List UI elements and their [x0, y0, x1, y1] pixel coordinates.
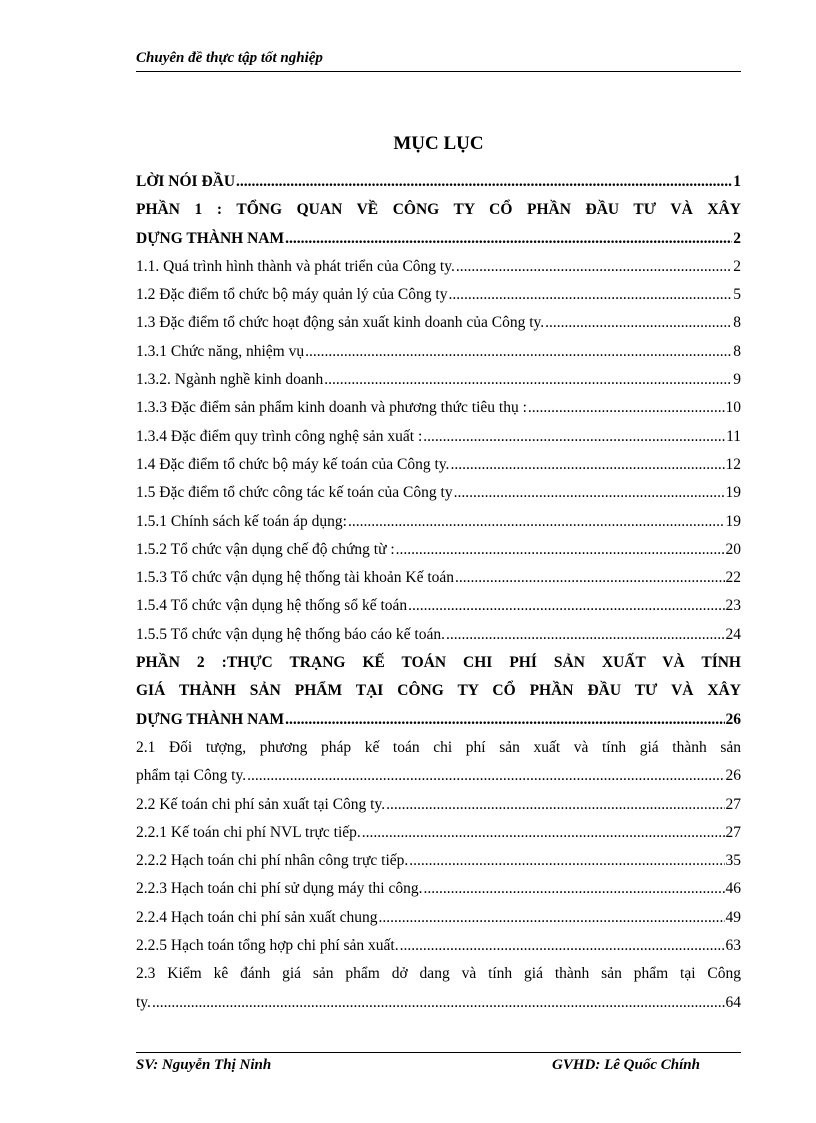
toc-entry-page: 27 — [725, 823, 741, 841]
toc-entry-text: 2.2.3 Hạch toán chi phí sử dụng máy thi công. — [136, 880, 423, 898]
toc-heading: MỤC LỤC — [393, 133, 484, 154]
toc-entry[interactable] — [136, 281, 741, 309]
toc-entry[interactable] — [136, 451, 741, 479]
toc-entry[interactable] — [136, 366, 741, 394]
toc-entry[interactable] — [136, 253, 741, 281]
toc-entry-page: 22 — [725, 569, 741, 587]
toc-entry-page: 9 — [733, 371, 741, 389]
toc-entry[interactable] — [136, 847, 741, 875]
toc-leader — [152, 989, 725, 1017]
toc-leader — [545, 309, 732, 337]
toc-entry-text: 1.3 Đặc điểm tổ chức hoạt động sản xuất kinh doanh của Công ty. — [136, 314, 545, 332]
toc-entry-text: 2.2.2 Hạch toán chi phí nhân công trực tiếp. — [136, 852, 409, 870]
toc-entry-page: 11 — [726, 427, 741, 445]
toc-entry-page: 12 — [725, 455, 741, 473]
toc-entry-page: 8 — [733, 342, 741, 360]
toc-entry[interactable] — [136, 621, 741, 649]
toc-entry-text: phẩm tại Công ty. — [136, 767, 247, 785]
toc-leader — [424, 875, 725, 903]
toc-leader — [455, 564, 724, 592]
toc-entry-text: 1.5.3 Tổ chức vận dụng hệ thống tài khoản Kế toán — [136, 569, 455, 587]
toc-entry-page: 5 — [733, 286, 741, 304]
toc-leader — [456, 253, 732, 281]
toc-entry-2-1-line1[interactable]: 2.1 Đối tượng, phương pháp kế toán chi phí sản xuất và tính giá thành sản — [136, 738, 741, 756]
toc-entry-text: 1.5.4 Tổ chức vận dụng hệ thống sổ kế toán — [136, 597, 408, 615]
toc-entry-page: 26 — [725, 710, 741, 728]
toc-entry-page: 24 — [725, 625, 741, 643]
toc-entry-part1-line1[interactable]: PHẦN 1 : TỔNG QUAN VỀ CÔNG TY CỔ PHẦN ĐẦU TƯ VÀ XÂY — [136, 201, 741, 219]
toc-leader — [446, 621, 725, 649]
toc-entry-page: 19 — [725, 512, 741, 530]
page-header-title: Chuyên đề thực tập tốt nghiệp — [136, 50, 323, 66]
toc-leader — [324, 366, 732, 394]
toc-entry-page: 27 — [725, 795, 741, 813]
toc-entry-2-3-line2[interactable] — [136, 989, 741, 1017]
toc-entry[interactable] — [136, 423, 741, 451]
toc-entry-2-3-line1[interactable]: 2.3 Kiểm kê đánh giá sản phẩm dở dang và tính giá thành sản phẩm tại Công — [136, 965, 741, 983]
toc-entry-text: 1.1. Quá trình hình thành và phát triển của Công ty. — [136, 257, 455, 275]
toc-leader — [378, 904, 724, 932]
toc-entry-text: 1.2 Đặc điểm tổ chức bộ máy quản lý của Công ty — [136, 286, 448, 304]
toc-entry-text: 1.5.2 Tổ chức vận dụng chế độ chứng từ : — [136, 540, 395, 558]
toc-leader — [348, 508, 725, 536]
toc-entry-page: 23 — [725, 597, 741, 615]
toc-leader — [396, 536, 725, 564]
toc-entry-text: 1.3.3 Đặc điểm sản phẩm kinh doanh và phương thức tiêu thụ : — [136, 399, 527, 417]
toc-entry-page: 49 — [725, 908, 741, 926]
toc-leader — [450, 451, 724, 479]
toc-leader — [285, 225, 732, 253]
toc-entry-text: 2.2.4 Hạch toán chi phí sản xuất chung — [136, 908, 378, 926]
toc-leader — [454, 479, 725, 507]
toc-leader — [285, 706, 724, 734]
toc-entry[interactable] — [136, 479, 741, 507]
toc-leader — [408, 592, 724, 620]
toc-leader — [448, 281, 732, 309]
toc-leader — [236, 168, 732, 196]
toc-entry[interactable] — [136, 904, 741, 932]
toc-leader — [362, 819, 725, 847]
toc-entry[interactable] — [136, 508, 741, 536]
toc-entry[interactable] — [136, 394, 741, 422]
toc-entry[interactable] — [136, 338, 741, 366]
footer-student: SV: Nguyễn Thị Ninh — [136, 1057, 272, 1073]
toc-entry-text: 1.3.4 Đặc điểm quy trình công nghệ sản xuất : — [136, 427, 423, 445]
toc-entry-page: 8 — [733, 314, 741, 332]
toc-entry-part2-line3[interactable] — [136, 706, 741, 734]
toc-entry[interactable] — [136, 564, 741, 592]
toc-entry-part2-line2[interactable]: GIÁ THÀNH SẢN PHẨM TẠI CÔNG TY CỔ PHẦN ĐẦU TƯ VÀ XÂY — [136, 682, 741, 700]
toc-entry-text: DỰNG THÀNH NAM — [136, 229, 285, 247]
toc-leader — [247, 762, 724, 790]
toc-entry-page: 2 — [733, 257, 741, 275]
toc-entry-page: 64 — [725, 993, 741, 1011]
toc-entry[interactable] — [136, 309, 741, 337]
toc-entry-page: 2 — [733, 229, 741, 247]
toc-entry-page: 20 — [725, 540, 741, 558]
toc-entry-text: LỜI NÓI ĐẦU — [136, 173, 236, 190]
toc-entry-text: 1.4 Đặc điểm tổ chức bộ máy kế toán của Công ty. — [136, 455, 450, 473]
toc-entry-text: ty. — [136, 993, 151, 1011]
toc-entry-text: 1.5.1 Chính sách kế toán áp dụng: — [136, 512, 347, 530]
toc-entry[interactable] — [136, 875, 741, 903]
table-of-contents — [136, 168, 741, 1017]
toc-entry-text: DỰNG THÀNH NAM — [136, 710, 285, 728]
toc-entry-part2-line1[interactable]: PHẦN 2 :THỰC TRẠNG KẾ TOÁN CHI PHÍ SẢN XUẤT VÀ TÍNH — [136, 654, 741, 672]
toc-entry-text: 2.2.5 Hạch toán tổng hợp chi phí sản xuất. — [136, 937, 399, 955]
toc-leader — [386, 791, 724, 819]
toc-entry-preface[interactable] — [136, 168, 741, 196]
toc-entry-page: 63 — [725, 937, 741, 955]
toc-entry[interactable] — [136, 791, 741, 819]
toc-entry[interactable] — [136, 932, 741, 960]
toc-entry-page: 10 — [725, 399, 741, 417]
toc-entry-2-1-line2[interactable] — [136, 762, 741, 790]
toc-entry-page: 26 — [725, 767, 741, 785]
toc-entry-page: 35 — [725, 852, 741, 870]
toc-entry-page: 1 — [733, 173, 741, 190]
toc-entry-page: 46 — [725, 880, 741, 898]
toc-leader — [409, 847, 724, 875]
toc-entry-text: 1.5.5 Tổ chức vận dụng hệ thống báo cáo kế toán. — [136, 625, 445, 643]
toc-entry-text: 1.5 Đặc điểm tổ chức công tác kế toán của Công ty — [136, 484, 453, 502]
toc-entry[interactable] — [136, 819, 741, 847]
footer-advisor: GVHD: Lê Quốc Chính — [552, 1057, 700, 1073]
toc-leader — [423, 423, 725, 451]
toc-entry-text: 1.3.2. Ngành nghề kinh doanh — [136, 371, 324, 389]
toc-leader — [400, 932, 725, 960]
toc-entry-text: 2.2.1 Kế toán chi phí NVL trực tiếp. — [136, 823, 361, 841]
toc-entry-text: 2.2 Kế toán chi phí sản xuất tại Công ty. — [136, 795, 386, 813]
toc-leader — [528, 394, 725, 422]
toc-leader — [305, 338, 732, 366]
toc-entry[interactable] — [136, 592, 741, 620]
toc-entry-text: 1.3.1 Chức năng, nhiệm vụ — [136, 342, 305, 360]
footer-rule — [136, 1052, 741, 1053]
toc-entry-page: 19 — [725, 484, 741, 502]
toc-entry[interactable] — [136, 536, 741, 564]
header-rule — [136, 71, 741, 72]
toc-entry-part1-line2[interactable] — [136, 225, 741, 253]
